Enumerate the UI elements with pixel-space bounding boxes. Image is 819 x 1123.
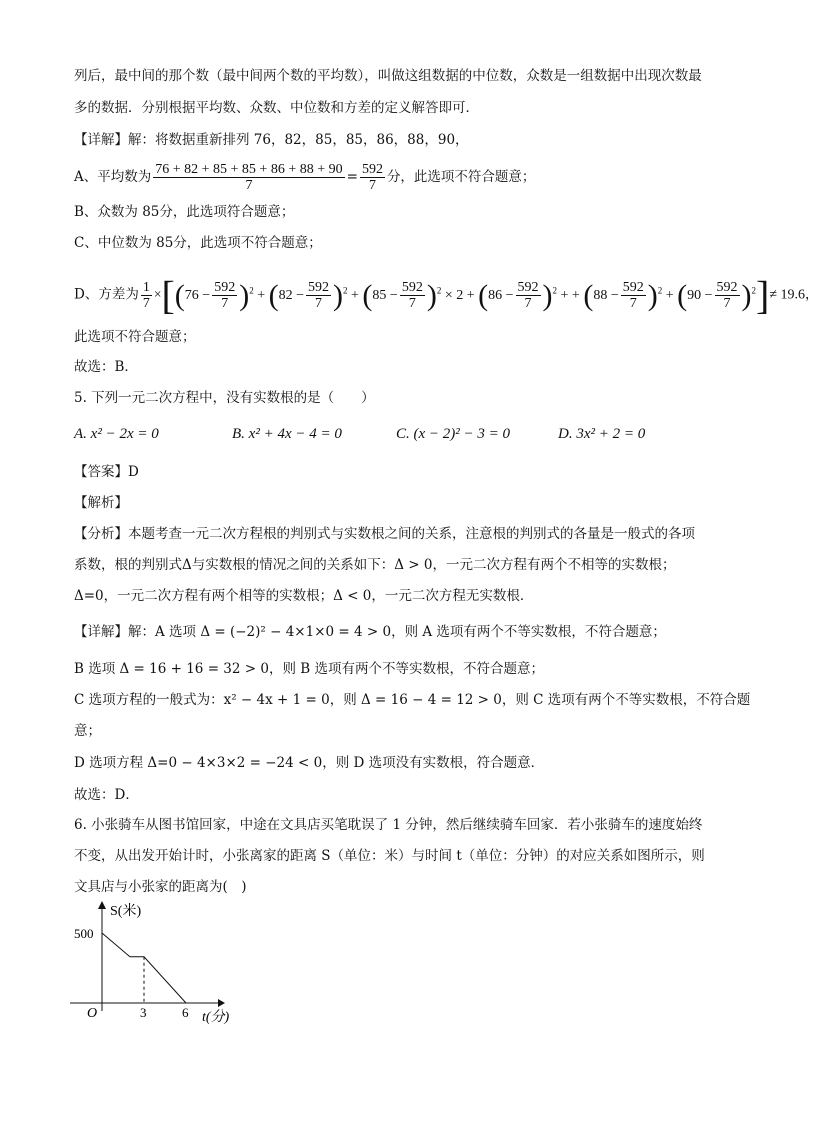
square-exponent: 2 (552, 285, 558, 295)
option-d-prefix: D、方差为 (74, 286, 139, 303)
term-value: 76 − (184, 287, 211, 303)
variance-term (677, 278, 757, 312)
variance-term (268, 278, 348, 312)
square-exponent: 2 (436, 285, 442, 295)
detail4-line (74, 130, 469, 150)
option-a-suffix: 分，此选项不符合题意； (386, 169, 536, 185)
q5-detail-c-2: 意； (74, 723, 101, 739)
operator: + (662, 287, 678, 303)
option-c-line: C、中位数为 85分，此选项不符合题意； (74, 235, 322, 251)
paren-close: ) (426, 278, 437, 312)
q5-analysis-label: 【分析】 (74, 526, 128, 542)
x-axis-label: t(分) (202, 1010, 230, 1025)
x-tick-label: 6 (182, 1005, 189, 1020)
term-fraction-den: 7 (212, 295, 237, 311)
q5-answer (74, 462, 139, 482)
term-fraction-den: 7 (400, 295, 425, 311)
q5-conclusion: 故选：D． (74, 787, 139, 803)
q5-analysis-1 (74, 524, 695, 544)
bracket-close: ] (756, 272, 770, 318)
mean-result-fraction (360, 162, 385, 193)
mean-equals: = (346, 169, 358, 185)
q5-analysis-2: 系数，根的判别式Δ与实数根的情况之间的关系如下：Δ > 0，一元二次方程有两个不相等的实数根； (74, 557, 676, 573)
q5-detail-c-1: C 选项方程的一般式为：x² − 4x + 1 = 0，则 Δ = 16 − 4 = 12 > 0，则 C 选项有两个不等实数根，不符合题 (74, 692, 751, 708)
operator: + (253, 287, 269, 303)
term-fraction-num: 592 (308, 279, 329, 295)
term-value: 86 − (488, 287, 514, 303)
term-fraction (306, 280, 331, 311)
square-exponent: 2 (343, 285, 348, 295)
distance-time-chart (60, 895, 260, 1030)
para-top-line-1: 列后，最中间的那个数（最中间两个数的平均数），叫做这组数据的中位数，众数是一组数据中出现次数最 (74, 68, 702, 84)
variance-tail: ， (805, 286, 819, 303)
q5-option-c: C. (x − 2)² − 3 = 0 (396, 426, 511, 442)
term-fraction-den: 7 (715, 295, 740, 311)
option-b-line: B、众数为 85分，此选项符合题意； (74, 204, 295, 220)
q5-option-a: A. x² − 2x = 0 (74, 426, 159, 442)
term-value: 88 − (593, 287, 619, 303)
q5-detail-a-text: 解：A 选项 Δ = (−2)² − 4×1×0 = 4 > 0，则 A 选项有两个不等实数根，不符合题意； (128, 624, 666, 640)
q5-analysis-text-1: 本题考查一元二次方程根的判别式与实数根之间的关系，注意根的判别式的各量是一般式的各项 (128, 526, 695, 542)
term-value: 85 − (372, 287, 398, 303)
paren-open: ( (478, 278, 489, 312)
q5-option-d: D. 3x² + 2 = 0 (558, 426, 646, 442)
q4-answer: 故选：B． (74, 359, 138, 375)
x-axis-arrow (218, 999, 225, 1007)
mean-fraction (153, 162, 344, 193)
operator: + + (557, 287, 584, 303)
paren-close: ) (647, 278, 658, 312)
term-fraction (516, 280, 541, 311)
term-fraction-num: 592 (401, 279, 423, 295)
term-fraction-num: 592 (214, 279, 236, 295)
y-axis-arrow (98, 901, 106, 909)
paren-close: ) (333, 278, 343, 312)
x-tick-label: 3 (140, 1005, 147, 1020)
detail4-text: 解：将数据重新排列 76，82，85，85，86，88，90， (128, 132, 469, 148)
detail4-label: 【详解】 (74, 132, 128, 148)
distance-series-line (102, 933, 186, 1003)
square-exponent: 2 (751, 285, 757, 295)
one-seventh-den: 7 (142, 295, 150, 311)
term-fraction-num: 592 (517, 279, 539, 295)
q6-line-3: 文具店与小张家的距离为( ) (74, 879, 247, 895)
mean-result-den: 7 (360, 177, 385, 193)
paren-close: ) (741, 278, 752, 312)
paren-open: ( (268, 278, 279, 312)
mean-numerator: 76 + 82 + 85 + 85 + 86 + 88 + 90 (155, 162, 343, 177)
square-exponent: 2 (657, 285, 663, 295)
term-fraction (715, 280, 740, 311)
variance-term (362, 278, 442, 312)
q5-detail-a (74, 622, 666, 642)
option-d-line: D、方差为 $\frac{1}{7}$ ×[(76 − $\frac{592}{7}$ )$^2$ + (82 − $\frac{592}{7}$ )$^2$ + (85 − $\frac{592}{7}$ )$^2$ × 2 + (86 − $\frac{592}{7}$ )$^2$ + + (88 − $\frac{592}{7}$ )$^2$ + (90 − $\frac{592}{7}$ )$^2$]≠ 19.6， (74, 272, 819, 318)
q5-options (74, 424, 714, 446)
term-fraction-den: 7 (621, 295, 646, 311)
variance-term (478, 278, 558, 312)
q5-analysis-3: Δ=0，一元二次方程有两个相等的实数根；Δ < 0，一元二次方程无实数根． (74, 588, 534, 604)
origin-label: O (87, 1006, 98, 1021)
q5-jiexi: 【解析】 (74, 495, 128, 511)
term-fraction-num: 592 (716, 279, 738, 295)
bracket-open: [ (161, 272, 175, 318)
option-a-prefix: A、平均数为 (74, 169, 152, 185)
term-fraction-den: 7 (306, 295, 331, 311)
paren-close: ) (239, 278, 250, 312)
q5-answer-value: D (128, 464, 139, 480)
y-tick-label: 500 (74, 926, 94, 941)
q5-detail-label: 【详解】 (74, 624, 128, 640)
square-exponent: 2 (249, 285, 254, 295)
option-a-line (74, 160, 535, 194)
term-fraction (621, 280, 646, 311)
paren-open: ( (174, 278, 185, 312)
q6-line-2: 不变，从出发开始计时，小张离家的距离 S（单位：米）与时间 t（单位：分钟）的对应关系如图所示，则 (74, 848, 705, 864)
operator: + (347, 287, 363, 303)
variance-term (174, 278, 254, 312)
q5-option-b: B. x² + 4x − 4 = 0 (232, 426, 342, 442)
term-fraction (400, 280, 425, 311)
q5-detail-b: B 选项 Δ = 16 + 16 = 32 > 0，则 B 选项有两个不等实数根，不符合题意； (74, 661, 544, 677)
term-value: 82 − (278, 287, 304, 303)
q5-answer-label: 【答案】 (74, 464, 128, 480)
para-top-line-2: 多的数据．分别根据平均数、众数、中位数和方差的定义解答即可． (74, 100, 479, 116)
variance-neq: ≠ 19.6 (769, 287, 806, 303)
q5-stem: 5. 下列一元二次方程中，没有实数根的是（ ） (74, 390, 375, 406)
paren-open: ( (583, 278, 594, 312)
paren-open: ( (677, 278, 688, 312)
y-axis-label: S(米) (110, 904, 142, 919)
term-value: 90 − (687, 287, 713, 303)
option-d-line-2: 此选项不符合题意； (74, 329, 196, 345)
one-seventh-num: 1 (142, 279, 150, 295)
q5-detail-d: D 选项方程 Δ=0 − 4×3×2 = −24 < 0，则 D 选项没有实数根，符合题意． (74, 755, 545, 771)
term-fraction-num: 592 (622, 279, 644, 295)
q6-line-1: 6. 小张骑车从图书馆回家，中途在文具店买笔耽误了 1 分钟，然后继续骑车回家．若小张骑车的速度始终 (74, 817, 703, 833)
one-seventh (141, 280, 152, 311)
operator: × 2 + (441, 287, 479, 303)
mean-result-num: 592 (361, 162, 383, 177)
mean-denominator: 7 (153, 177, 344, 193)
term-fraction (212, 280, 237, 311)
paren-close: ) (542, 278, 553, 312)
variance-term (583, 278, 663, 312)
paren-open: ( (362, 278, 373, 312)
term-fraction-den: 7 (516, 295, 541, 311)
